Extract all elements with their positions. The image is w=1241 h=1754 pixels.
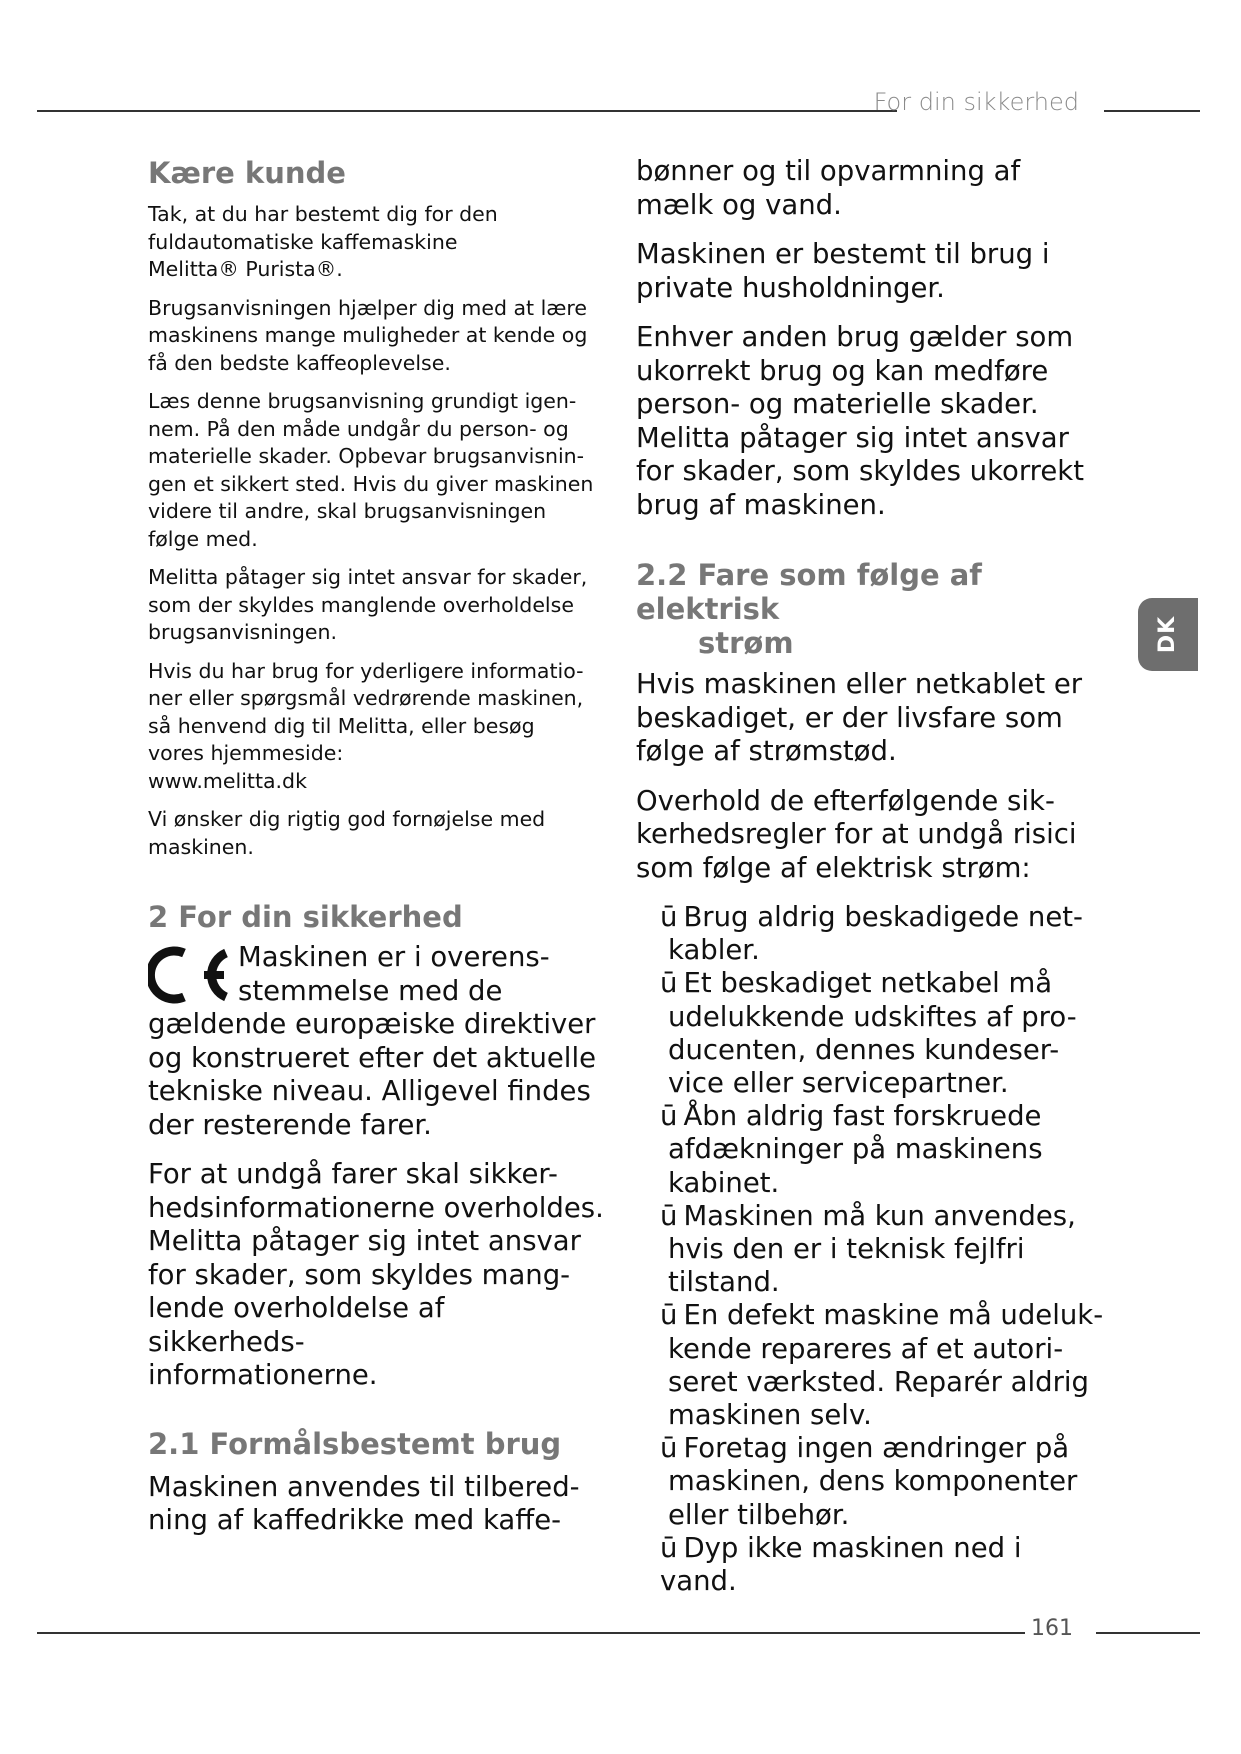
intro-heading: Kære kunde [148,156,346,190]
intro-paragraph-line: fuldautomatiske kaffemaskine [148,229,458,254]
other-use-line: brug af maskinen. [636,488,886,521]
intro-paragraph-line: gen et sikkert sted. Hvis du giver maskinen [148,471,594,496]
list-item [660,967,1106,1100]
bullet-marker-icon: ū [660,1432,678,1465]
intro-paragraph-line: Hvis du har brug for yderligere informatio- [148,658,584,683]
safety-info-line: Melitta påtager sig intet ansvar [148,1225,581,1257]
intended-use-line: Maskinen anvendes til tilbered- [148,1470,580,1503]
section-2-1-heading: 2.1 Formålsbestemt brug [148,1426,562,1461]
list-item-first-line [660,1100,1106,1133]
safety-info-line: for skader, som skyldes mang- [148,1258,571,1291]
list-item-line: kabler. [668,934,760,967]
electric-risk-line: følge af strømstød. [636,735,897,767]
intro-text [148,201,608,861]
bullet-marker-icon: ū [660,1531,678,1564]
private-use-line: private husholdninger. [636,271,945,304]
footer-rule-right [1096,1632,1200,1634]
safety-rules-intro-line: Overhold de efterfølgende sik- [636,784,1055,817]
other-use-line: for skader, som skyldes ukorrekt [636,455,1085,487]
ce-paragraph-line: stemmelse med de [238,974,503,1007]
list-item-text: Brug aldrig beskadigede net- [683,901,1083,933]
intended-use-line: ning af kaffedrikke med kaffe- [148,1504,562,1536]
bullet-marker-icon: ū [660,967,678,1000]
list-item-first-line [660,1532,1106,1598]
electric-risk-line: beskadiget, er der livsfare som [636,701,1063,734]
other-use-line: Melitta påtager sig intet ansvar [636,421,1069,454]
left-column [148,155,608,1554]
list-item [660,1200,1106,1300]
section-2-heading: 2 For din sikkerhed [148,900,463,934]
list-item [660,901,1106,967]
header-rule-left [37,110,897,112]
intro-paragraph-line: Tak, at du har bestemt dig for den [148,202,498,226]
safety-info-line: For at undgå farer skal sikker- [148,1158,558,1190]
header-rule-right [1104,110,1200,112]
list-item-first-line [660,967,1106,1000]
continuation-line: bønner og til opvarmning af [636,155,1021,187]
list-item-line: udelukkende udskiftes af pro- [668,1000,1077,1033]
intro-paragraph [148,564,608,647]
intro-paragraph-line: videre til andre, skal brugsanvisningen [148,499,547,523]
safety-rules-intro-paragraph [636,785,1106,886]
list-item [660,1432,1106,1532]
safety-info-paragraph [148,1158,608,1393]
intro-paragraph [148,388,608,553]
list-item [660,1532,1106,1598]
page-number: 161 [1031,1616,1073,1641]
list-item-text: Maskinen må kun anvendes, [683,1199,1076,1232]
list-item-line: kabinet. [668,1166,780,1199]
intro-paragraph-line: maskinens mange muligheder at kende og [148,323,588,347]
intro-paragraph [148,295,608,378]
ce-mark-icon [148,945,230,1005]
other-use-paragraph [636,321,1106,522]
intro-paragraph [148,201,608,284]
intro-paragraph-line: Melitta® Purista®. [148,257,343,281]
safety-rules-intro-line: kerhedsregler for at undgå risici [636,818,1077,850]
private-use-paragraph [636,238,1106,305]
intro-paragraph-line: få den bedste kaffeoplevelse. [148,350,451,375]
bullet-marker-icon: ū [660,901,678,933]
intro-paragraph-line: vores hjemmeside: [148,741,344,765]
intro-paragraph-line: så henvend dig til Melitta, eller besøg [148,713,535,738]
private-use-line: Maskinen er bestemt til brug i [636,238,1050,270]
intro-paragraph-line: Vi ønsker dig rigtig god fornøjelse med [148,807,546,831]
continuation-paragraph [636,155,1106,222]
language-tab-label: DK [1155,615,1181,654]
ce-paragraph-line: Maskinen er i overens- [238,941,550,973]
list-item-text: Et beskadiget netkabel må [683,967,1053,1000]
safety-info-line: lende overholdelse af sikkerheds- [148,1292,445,1358]
ce-paragraph-line: gældende europæiske direktiver [148,1008,596,1040]
list-item-line: ducenten, dennes kundeser- [668,1033,1060,1066]
safety-info-line: informationerne. [148,1359,378,1391]
ce-paragraph [148,941,608,1142]
section-2-2-heading-line-2: strøm [698,626,794,660]
list-item-line: seret værksted. Reparér aldrig [668,1365,1089,1398]
intro-paragraph [148,806,608,861]
electric-risk-paragraph [636,668,1106,769]
language-tab-dk [1138,598,1198,671]
list-item-first-line [660,1432,1106,1465]
section-2-2-heading-line-1: 2.2 Fare som følge af elektrisk [636,558,982,626]
list-item-line: eller tilbehør. [668,1498,850,1531]
intro-paragraph-line: ner eller spørgsmål vedrørende maskinen, [148,686,584,710]
list-item-text: Foretag ingen ændringer på [683,1432,1070,1465]
list-item [660,1299,1106,1432]
intro-paragraph [148,658,608,796]
intro-paragraph-line: www.melitta.dk [148,768,307,793]
intro-paragraph-line: Læs denne brugsanvisning grundigt igen- [148,389,577,413]
safety-info-line: hedsinformationerne overholdes. [148,1191,604,1224]
intro-paragraph-line: Brugsanvisningen hjælper dig med at lære [148,295,588,320]
intro-paragraph-line: maskinen. [148,834,254,859]
list-item-text: Åbn aldrig fast forskruede [683,1100,1042,1133]
list-item-line: afdækninger på maskinens [668,1133,1043,1166]
intro-paragraph-line: brugsanvisningen. [148,620,338,644]
safety-rules-intro-line: som følge af elektrisk strøm: [636,851,1031,884]
list-item-first-line [660,901,1106,934]
list-item-line: kende repareres af et autori- [668,1332,1064,1365]
bullet-marker-icon: ū [660,1100,678,1133]
list-item-text: En defekt maskine må udeluk- [683,1299,1104,1332]
ce-paragraph-line: der resterende farer. [148,1108,432,1141]
other-use-line: Enhver anden brug gælder som [636,321,1074,353]
list-item-line: hvis den er i teknisk fejlfri [668,1233,1025,1266]
list-item-line: maskinen selv. [668,1399,872,1432]
electric-safety-list [636,901,1106,1598]
footer-rule-left [37,1632,1025,1634]
list-item-text: Dyp ikke maskinen ned i vand. [660,1531,1022,1598]
bullet-marker-icon: ū [660,1299,678,1332]
bullet-marker-icon: ū [660,1199,678,1232]
list-item-line: maskinen, dens komponenter [668,1465,1078,1498]
section-2-2-heading [636,558,1106,660]
list-item-first-line [660,1200,1106,1233]
right-column [636,155,1106,1598]
intro-paragraph-line: følge med. [148,526,258,551]
list-item-first-line [660,1299,1106,1332]
electric-risk-line: Hvis maskinen eller netkablet er [636,668,1083,700]
ce-paragraph-line: og konstrueret efter det aktuelle [148,1041,597,1074]
list-item-line: vice eller servicepartner. [668,1067,1009,1100]
other-use-line: ukorrekt brug og kan medføre [636,354,1049,387]
list-item-line: tilstand. [668,1266,780,1299]
intro-paragraph-line: som der skyldes manglende overholdelse [148,592,574,617]
continuation-line: mælk og vand. [636,188,842,221]
other-use-line: person- og materielle skader. [636,388,1039,420]
intro-paragraph-line: materielle skader. Opbevar brugsanvisnin- [148,444,585,468]
intro-paragraph-line: nem. På den måde undgår du person- og [148,416,569,441]
intended-use-paragraph [148,1471,608,1538]
ce-paragraph-line: tekniske niveau. Alligevel findes [148,1075,591,1107]
list-item [660,1100,1106,1200]
running-title: For din sikkerhed [873,88,1079,116]
intro-paragraph-line: Melitta påtager sig intet ansvar for skader, [148,565,588,589]
